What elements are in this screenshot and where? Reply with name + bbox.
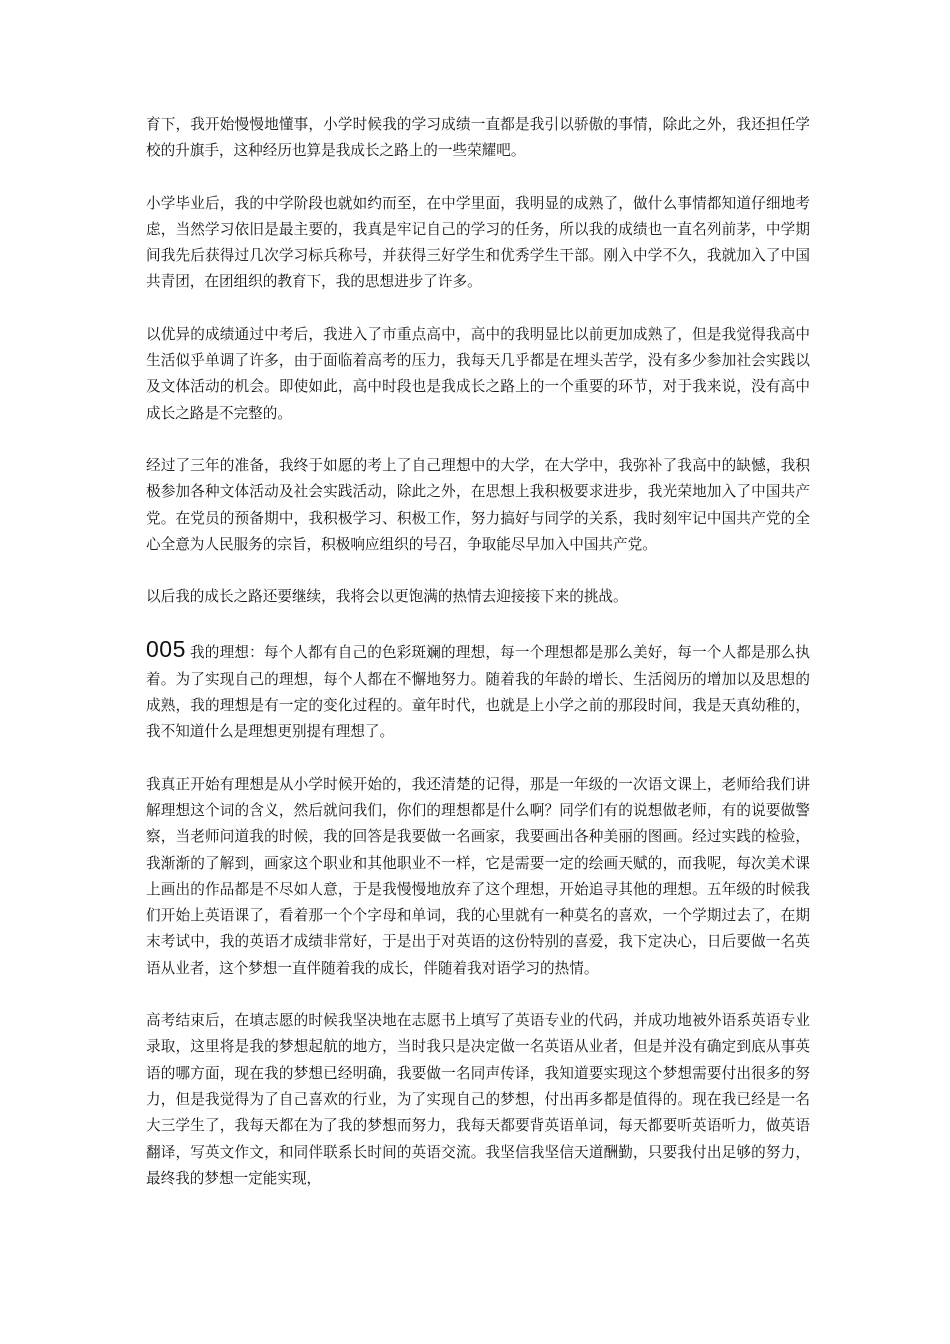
paragraph: 高考结束后，在填志愿的时候我坚决地在志愿书上填写了英语专业的代码，并成功地被外语系英语专业录取，这里将是我的梦想起航的地方，当时我只是决定做一名英语从业者，但是并没有确定到底从事英语的哪方面，现在我的梦想已经明确，我要做一名同声传译，我知道要实现这个梦想需要付出很多的努力，但是我觉得为了自己喜欢的行业，为了实现自己的梦想，付出再多都是值得的。现在我已经是一名大三学生了，我每天都在为了我的梦想而努力，我每天都要背英语单词，每天都要听英语听力，做英语翻译，写英文作文，和同伴联系长时间的英语交流。我坚信我坚信天道酬勤，只要我付出足够的努力，最终我的梦想一定能实现， [146,1012,810,1187]
paragraph: 我真正开始有理想是从小学时候开始的，我还清楚的记得，那是一年级的一次语文课上，老师给我们讲解理想这个词的含义，然后就问我们，你们的理想都是什么啊？同学们有的说想做老师，有的说要做警察，当老师问道我的时候，我的回答是我要做一名画家，我要画出各种美丽的图画。经过实践的检验，我渐渐的了解到，画家这个职业和其他职业不一样，它是需要一定的绘画天赋的，而我呢，每次美术课上画出的作品都是不尽如人意，于是我慢慢地放弃了这个理想，开始追寻其他的理想。五年级的时候我们开始上英语课了，看着那一个个字母和单词，我的心里就有一种莫名的喜欢，一个学期过去了，在期末考试中，我的英语才成绩非常好，于是出于对英语的这份特别的喜爱，我下定决心，日后要做一名英语从业者，这个梦想一直伴随着我的成长，伴随着我对语学习的热情。 [146,775,810,977]
section-intro-paragraph [146,636,810,745]
paragraph: 育下，我开始慢慢地懂事，小学时候我的学习成绩一直都是我引以骄傲的事情，除此之外，我还担任学校的升旗手，这种经历也算是我成长之路上的一些荣耀吧。 [146,116,810,160]
paragraph: 以优异的成绩通过中考后，我进入了市重点高中，高中的我明显比以前更加成熟了，但是我觉得我高中生活似乎单调了许多，由于面临着高考的压力，我每天几乎都是在埋头苦学，没有多少参加社会实践以及文体活动的机会。即使如此，高中时段也是我成长之路上的一个重要的环节，对于我来说，没有高中成长之路是不完整的。 [146,325,810,422]
paragraph: 以后我的成长之路还要继续，我将会以更饱满的热情去迎接接下来的挑战。 [146,588,628,606]
document-page [146,112,810,1218]
section-intro-text: 我的理想：每个人都有自己的色彩斑斓的理想，每一个理想都是那么美好，每一个人都是那么执着。为了实现自己的理想，每个人都在不懈地努力。随着我的年龄的增长、生活阅历的增加以及思想的成熟，我的理想是有一定的变化过程的。童年时代，也就是上小学之前的那段时间，我是天真幼稚的，我不知道什么是理想更别提有理想了。 [146,644,810,741]
paragraph: 经过了三年的准备，我终于如愿的考上了自己理想中的大学，在大学中，我弥补了我高中的缺憾，我积极参加各种文体活动及社会实践活动，除此之外，在思想上我积极要求进步，我光荣地加入了中国共产党。在党员的预备期中，我积极学习、积极工作，努力搞好与同学的关系，我时刻牢记中国共产党的全心全意为人民服务的宗旨，积极响应组织的号召，争取能尽早加入中国共产党。 [146,456,810,553]
paragraph: 小学毕业后，我的中学阶段也就如约而至，在中学里面，我明显的成熟了，做什么事情都知道仔细地考虑，当然学习依旧是最主要的，我真是牢记自己的学习的任务，所以我的成绩也一直名列前茅，中学期间我先后获得过几次学习标兵称号，并获得三好学生和优秀学生干部。刚入中学不久，我就加入了中国共青团，在团组织的教育下，我的思想进步了许多。 [146,194,810,291]
section-number: 005 [146,636,186,663]
